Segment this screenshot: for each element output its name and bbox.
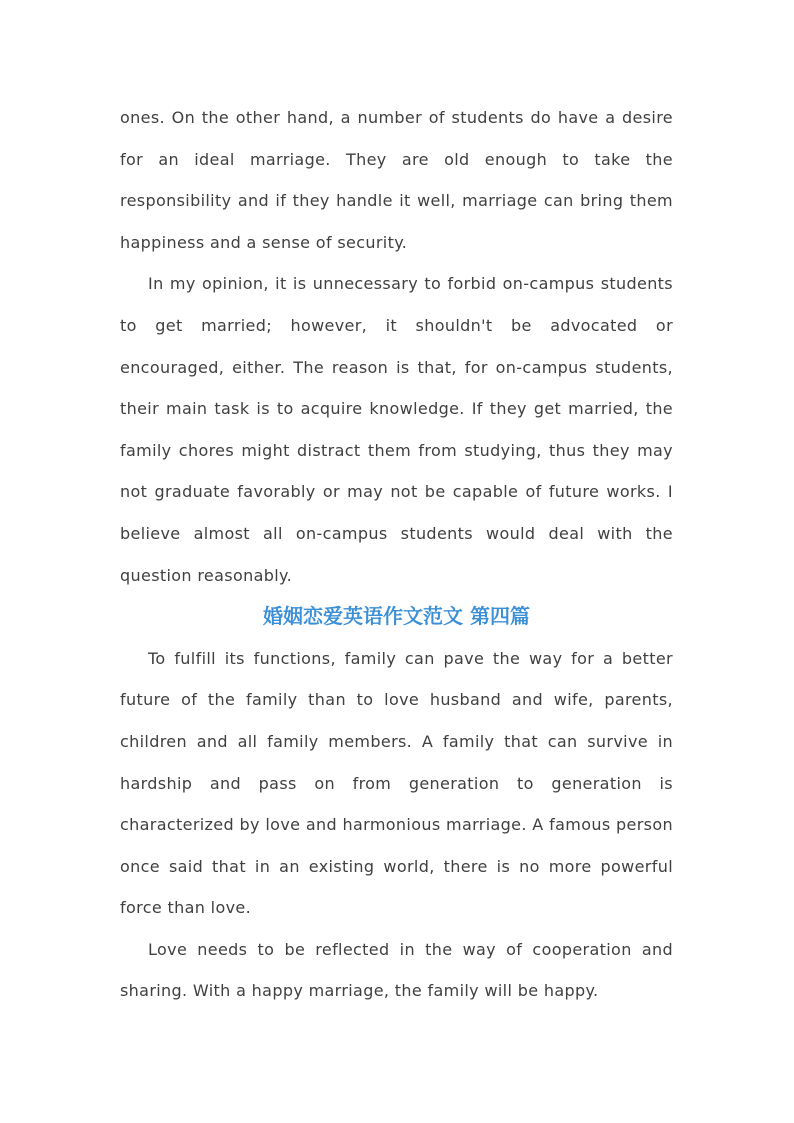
section-heading: 婚姻恋爱英语作文范文 第四篇 — [263, 604, 530, 629]
document-page — [120, 97, 673, 1012]
paragraph-opinion: In my opinion, it is unnecessary to forbid on-campus students to get married; however, it shouldn't be advocated or encouraged, either. The reason is that, for on-campus students, their main task is to acquire knowledge. If they get married, the family chores might distract them from studying, thus they may not graduate favorably or may not be capable of future works. I believe almost all on-campus students would deal with the question reasonably. — [120, 274, 673, 585]
paragraph-continued: ones. On the other hand, a number of students do have a desire for an ideal marriage. They are old enough to take the responsibility and if they handle it well, marriage can bring them happiness and a sense of security. — [120, 108, 673, 252]
paragraph-love-cooperation: Love needs to be reflected in the way of cooperation and sharing. With a happy marriage, the family will be happy. — [120, 939, 673, 1001]
paragraph-family-functions: To fulfill its functions, family can pave the way for a better future of the family than to love husband and wife, parents, children and all family members. A family that can survive in hardship and pass on from generation to generation is characterized by love and harmonious marriage. A famous person once said that in an existing world, there is no more powerful force than love. — [120, 648, 673, 918]
